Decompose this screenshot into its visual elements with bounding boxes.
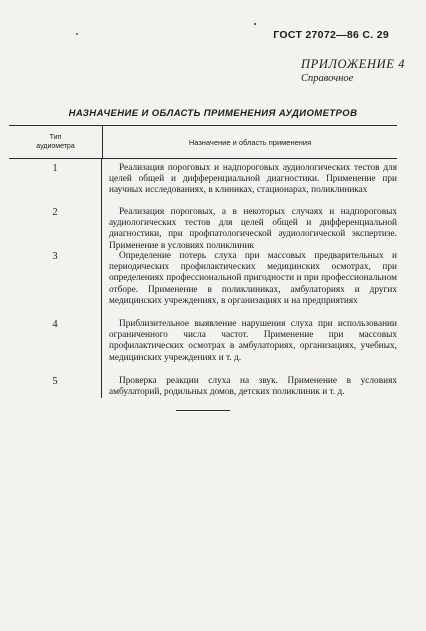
table-row xyxy=(9,203,397,251)
page-title: НАЗНАЧЕНИЕ И ОБЛАСТЬ ПРИМЕНЕНИЯ АУДИОМЕТРОВ xyxy=(68,108,358,119)
table-row xyxy=(9,247,397,315)
standard-code: ГОСТ 27072—86 С. 29 xyxy=(273,29,389,41)
header-type-line1: Тип xyxy=(49,134,62,141)
appendix-reference-type: Справочное xyxy=(301,73,354,84)
row-type: 1 xyxy=(9,159,102,203)
row-type: 4 xyxy=(9,315,102,372)
row-type: 2 xyxy=(9,203,102,247)
row-description: Реализация пороговых, а в некоторых случаях и надпороговых аудиологических тестов для целей общей и дифференциальной диагностики, при профпатологической аудиологической экспертизе. Применение в условиях поликлиник xyxy=(109,207,397,251)
appendix-label: ПРИЛОЖЕНИЕ 4 xyxy=(301,57,406,71)
end-divider xyxy=(176,410,230,411)
header-type-line2: аудиометра xyxy=(36,143,75,150)
audiometer-table xyxy=(9,125,397,398)
row-description: Приблизительное выявление нарушения слуха при использовании ограниченного числа частот. Применение при массовых профилактических осмотрах в амбулаториях, организациях, учебных, медицинских учреждениях и т. д. xyxy=(109,319,397,363)
table-row xyxy=(9,315,397,372)
table-row xyxy=(9,372,397,398)
speck-mark xyxy=(254,23,256,25)
row-type: 5 xyxy=(9,372,102,398)
table-row xyxy=(9,159,397,203)
row-description: Определение потерь слуха при массовых предварительных и периодических профилактических медицинских осмотрах, при определениях профессиональной пригодности и при профессиональном отборе. Применение в поликлиниках, амбулаториях и других медицинских учреждениях, в организациях и на предприятиях xyxy=(109,251,397,306)
row-description: Реализация пороговых и надпороговых аудиологических тестов для целей общей и дифференциальной диагностики. Применение при научных исследованиях, в клиниках, стационарах, поликлиниках xyxy=(109,163,397,196)
header-type-column xyxy=(9,126,103,158)
speck-mark xyxy=(76,33,78,35)
row-type: 3 xyxy=(9,247,102,315)
table-body xyxy=(9,159,397,398)
header-description-column: Назначение и область применения xyxy=(188,137,312,147)
table-header xyxy=(9,125,397,159)
row-description: Проверка реакции слуха на звук. Применение в условиях амбулаторий, родильных домов, детских поликлиник и т. д. xyxy=(109,376,397,398)
